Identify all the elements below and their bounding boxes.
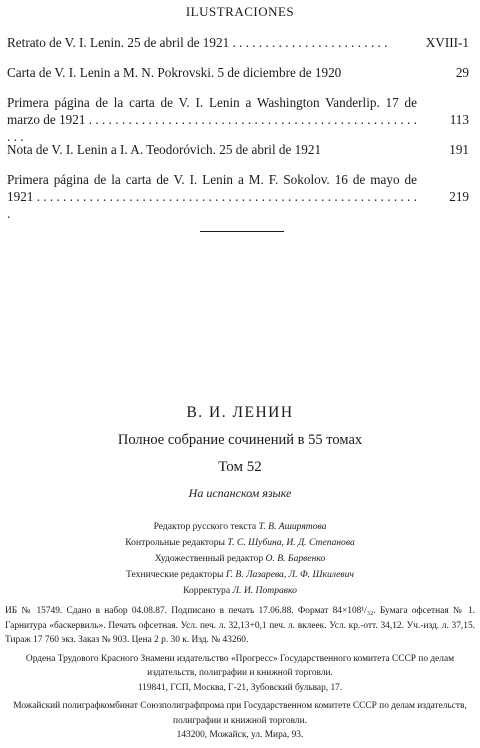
toc-entry-text: Retrato de V. I. Lenin. 25 de abril de 1921 . . . . . . . . . . . . . . . . . . . . . . . . [7,35,388,50]
credit-line [0,567,480,583]
publisher-address: 119841, ГСП, Москва, Г-21, Зубовский бульвар, 17. [137,682,343,693]
credit-line [0,535,480,551]
toc-entry [7,141,469,158]
toc-entry-page: 29 [455,65,469,80]
toc-entry [7,94,469,144]
volume-number: Том 52 [218,459,262,475]
credit-names: Г. В. Лазарева, Л. Ф. Шкилевич [225,569,354,580]
credit-role: Художественный редактор [154,553,264,564]
credit-role: Редактор русского текста [153,521,257,532]
section-heading: ILUSTRACIONES [185,4,295,19]
language-note: На испанском языке [188,486,292,500]
credit-role: Технические редакторы [126,569,224,580]
editorial-credits [0,519,480,599]
toc-entry-page: 219 [449,189,469,204]
toc-entry-page: XVIII-1 [425,35,469,50]
toc-entry-text: Nota de V. I. Lenin a I. A. Teodoróvich. 25 de abril de 1921 [7,142,322,157]
toc-entry-text: Carta de V. I. Lenin a M. N. Pokrovski. 5 de diciembre de 1920 [7,65,342,80]
publisher-info: Ордена Трудового Красного Знамени издательство «Прогресс» Государственного комитета СССР по делам издательств, полиграфии и книжной торговли. [25,653,455,678]
toc-entry [7,34,469,51]
colophon-imprint [5,604,475,747]
illustrations-list [7,34,469,221]
author-name: В. И. ЛЕНИН [186,404,294,421]
toc-entry-page: 113 [449,112,469,127]
credit-names: Т. В. Аширятова [258,521,327,532]
credit-names: Л. И. Потравко [232,585,297,596]
credit-line [0,583,480,599]
credit-line [0,551,480,567]
toc-entry-text: Primera página de la carta de V. I. Lenin a M. F. Sokolov. 16 de mayo de 1921 . . . . . . . . . . . . . . . . . . . . . . . . . . . . . . . . . . . . . . . . . . . . . . . . . . . . . . . . . . . [7,172,417,221]
credit-role: Контрольные редакторы [125,537,225,548]
work-title: Полное собрание сочинений в 55 томах [117,432,363,448]
section-divider [200,231,284,232]
toc-entry [7,171,469,221]
credit-line [0,519,480,535]
printer-info: Можайский полиграфкомбинат Союзполиграфпрома при Государственном комитете СССР по делам издательств, полиграфии и книжной торговли. [13,701,467,726]
toc-entry [7,64,469,81]
credit-role: Корректура [183,585,231,596]
toc-entry-page: 191 [449,142,469,157]
print-specifications: ИБ № 15749. Сдано в набор 04.08.87. Подписано в печать 17.06.88. Формат 84×108¹/₃₂. Бумага офсетная № 1. Гарнитура «баскервиль». Печать офсетная. Усл. печ. л. 32,13+0,1 печ. л. вклеек. Усл. кр.-отт. 34,12. Уч.-изд. л. 37,15. Тираж 17 760 экз. Заказ № 903. Цена 2 р. 30 к. Изд. № 43260. [5,606,475,645]
credit-names: Т. С. Шубина, И. Д. Степанова [227,537,355,548]
printer-address: 143200, Можайск, ул. Мира, 93. [176,730,304,740]
toc-entry-text: Primera página de la carta de V. I. Lenin a Washington Vanderlip. 17 de marzo de 1921 . . . . . . . . . . . . . . . . . . . . . . . . . . . . . . . . . . . . . . . . . . . . . . . . . . . . . [7,95,417,144]
credit-names: О. В. Барвенко [265,553,326,564]
